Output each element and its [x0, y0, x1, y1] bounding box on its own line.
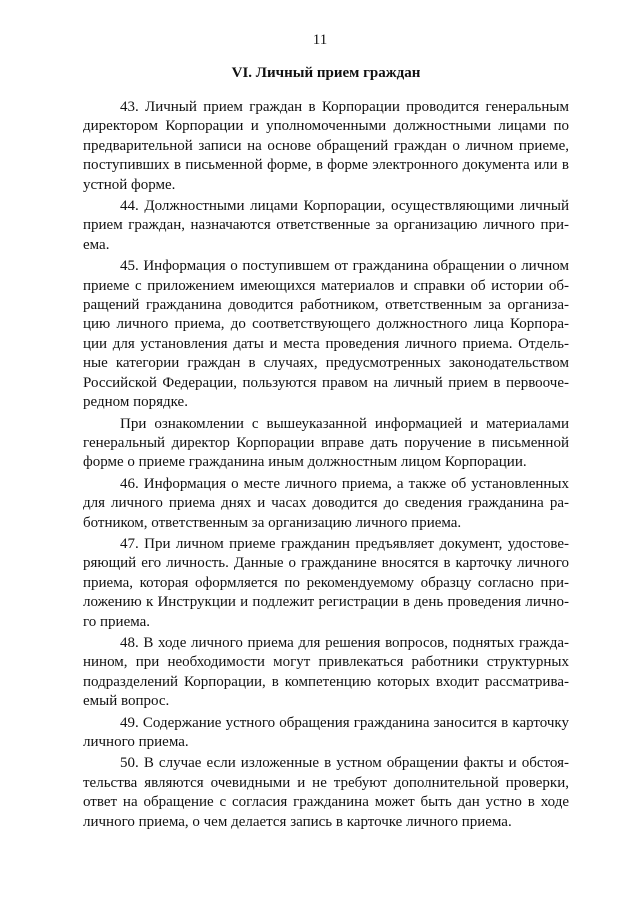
section-title: VI. Личный прием граждан — [231, 65, 421, 81]
paragraph-48: 48. В ходе личного приема для решения вопросов, поднятых гражданином, при необходимости могут привлекаться работники структурных подразделений Корпорации, в компетенцию которых входит рассматриваемый вопрос. — [83, 634, 569, 710]
paragraph-45: 45. Информация о поступившем от гражданина обращении о личном приеме с приложением имеющихся материалов и справки об истории обращений гражданина доводится работником, ответственным за организацию личного приема, до соответствующего должностного лица Корпорации для установления даты и места проведения личного приема. Отдельные категории граждан в случаях, предусмотренных законодательством Российской Федерации, пользуются правом на личный прием в первоочередном порядке. — [83, 258, 569, 411]
document-body — [83, 98, 569, 834]
paragraph-49: 49. Содержание устного обращения гражданина заносится в карточку личного приема. — [83, 714, 569, 750]
paragraph-43: 43. Личный прием граждан в Корпорации проводится генеральным директором Корпорации и уполномоченными должностными лицами по предварительной записи на основе обращений граждан о личном приеме, поступивших в письменной форме, в форме электронного документа или в устной форме. — [83, 99, 569, 193]
paragraph-44: 44. Должностными лицами Корпорации, осуществляющими личный прием граждан, назначаются ответственные за организацию личного приема. — [83, 198, 569, 253]
paragraph-47: 47. При личном приеме гражданин предъявляет документ, удостоверяющий его личность. Данные о гражданине вносятся в карточку личного приема, которая оформляется по рекомендуемому образцу согласно приложению к Инструкции и подлежит регистрации в день проведения личного приема. — [83, 535, 569, 630]
paragraph-45-continuation: При ознакомлении с вышеуказанной информацией и материалами генеральный директор Корпорации вправе дать поручение в письменной форме о приеме гражданина иным должностным лицом Корпорации. — [83, 415, 569, 471]
paragraph-46: 46. Информация о месте личного приема, а также об установленных для личного приема днях и часах доводится до сведения гражданина работником, ответственным за организацию личного приема. — [83, 475, 569, 531]
paragraph-50: 50. В случае если изложенные в устном обращении факты и обстоятельства являются очевидными и не требуют дополнительной проверки, ответ на обращение с согласия гражданина может быть дан устно в ходе личного приема, о чем делается запись в карточке личного приема. — [83, 755, 569, 830]
page-number: 11 — [312, 32, 328, 48]
